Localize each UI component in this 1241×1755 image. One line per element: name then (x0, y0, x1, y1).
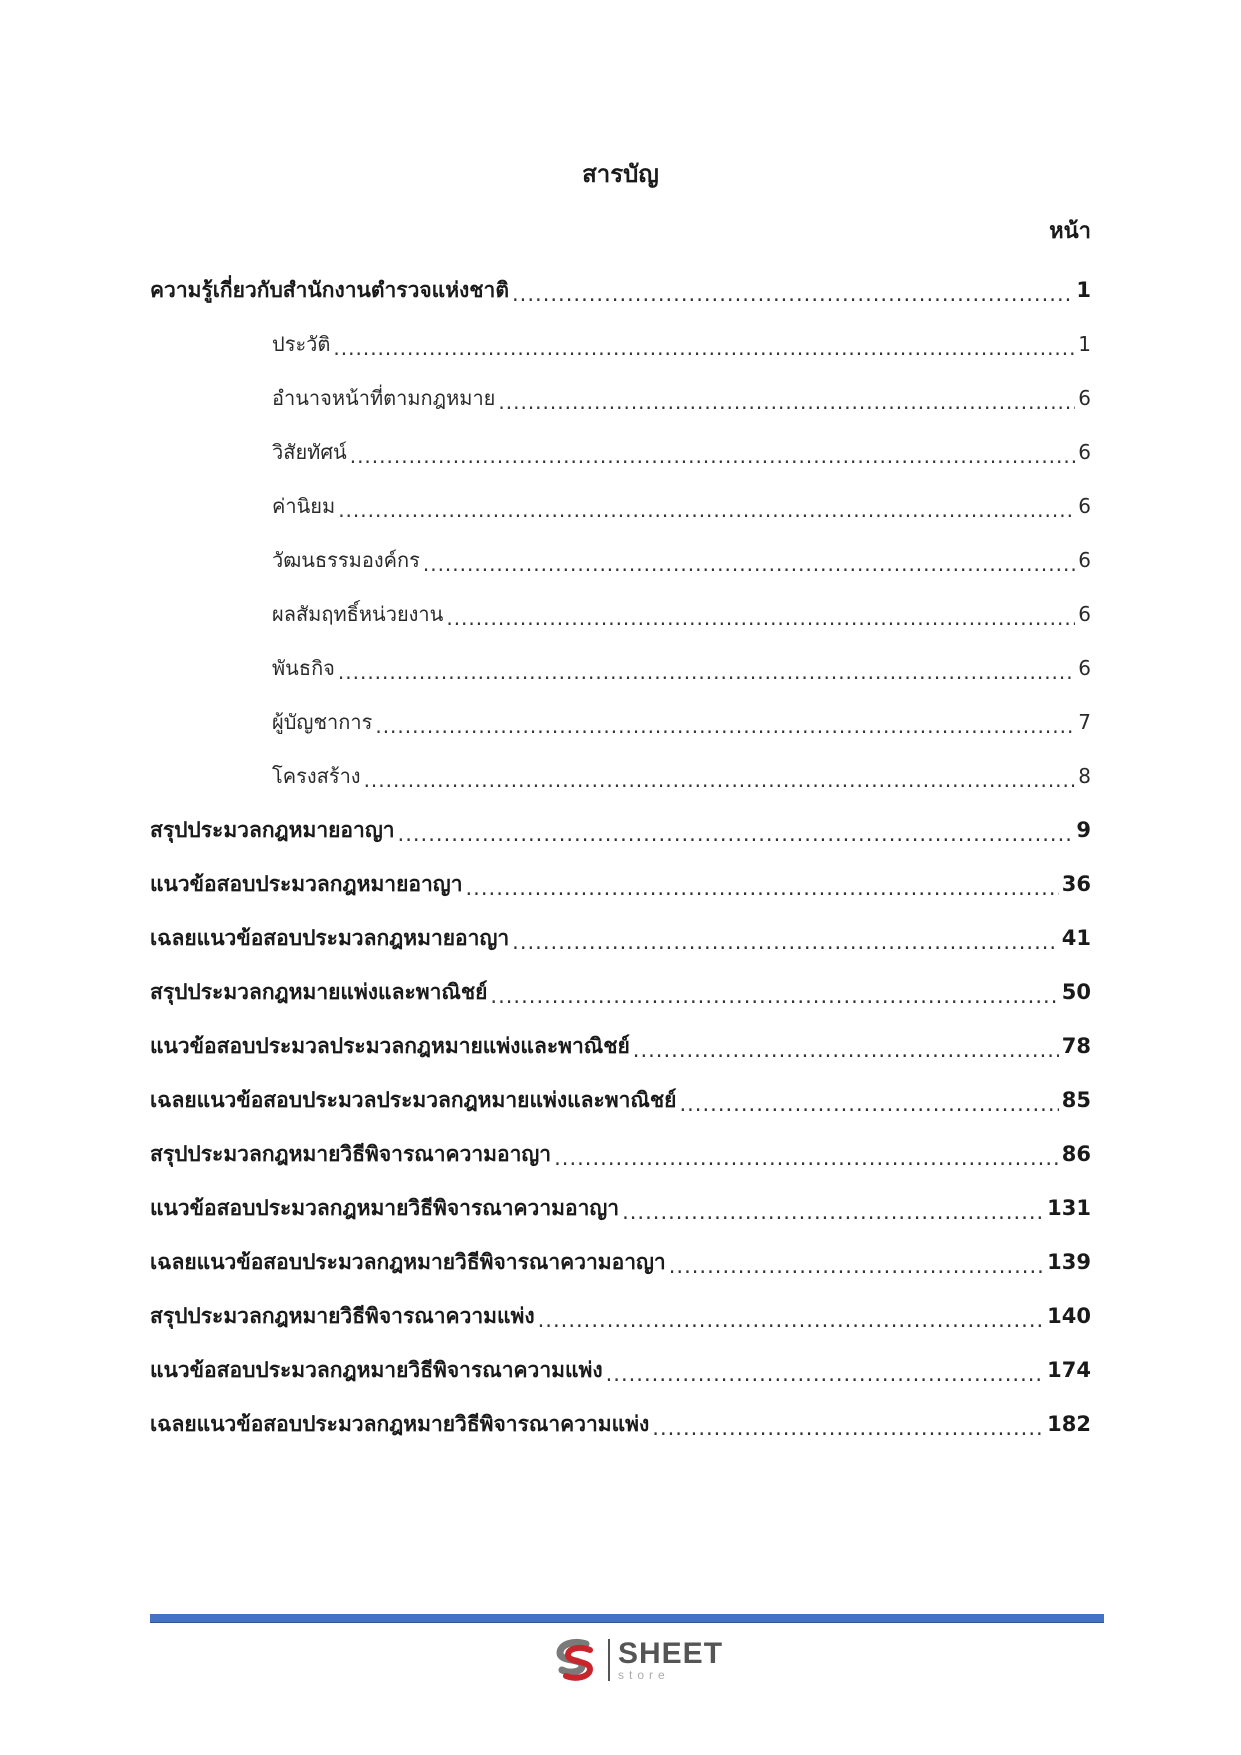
toc-entry[interactable] (150, 1404, 1091, 1444)
dot-leader (498, 390, 1075, 414)
toc-entry-label: แนวข้อสอบประมวลกฎหมายวิธีพิจารณาความอาญา (150, 1195, 620, 1220)
toc-entry-label: ผู้บัญชาการ (272, 710, 373, 734)
toc-entry-label: ค่านิยม (272, 494, 336, 518)
toc-entry-page: 50 (1061, 980, 1091, 1004)
toc-entry-page: 182 (1047, 1412, 1091, 1436)
toc-entry[interactable] (150, 270, 1091, 310)
toc-entry-label: วิสัยทัศน์ (272, 440, 347, 464)
toc-entry-page: 9 (1076, 818, 1091, 842)
dot-leader (333, 336, 1075, 360)
dot-leader (512, 282, 1073, 306)
toc-entry-page: 6 (1078, 494, 1091, 518)
toc-entry-label: เฉลยแนวข้อสอบประมวลกฎหมายอาญา (150, 925, 510, 950)
toc-entry-page: 36 (1061, 872, 1091, 896)
toc-entry-label: ประวัติ (272, 332, 331, 356)
toc-subentry[interactable] (272, 378, 1091, 418)
dot-leader (398, 822, 1074, 846)
toc-entry[interactable] (150, 918, 1091, 958)
toc-entry-page: 139 (1047, 1250, 1091, 1274)
sheet-store-s-mark-icon (552, 1636, 600, 1684)
toc-entry-page: 85 (1061, 1088, 1091, 1112)
toc-entry[interactable] (150, 864, 1091, 904)
toc-entry-page: 86 (1061, 1142, 1091, 1166)
toc-entry-label: เฉลยแนวข้อสอบประมวลกฎหมายวิธีพิจารณาความแพ่ง (150, 1411, 650, 1436)
dot-leader (338, 498, 1075, 522)
toc-entry[interactable] (150, 810, 1091, 850)
dot-leader (466, 876, 1059, 900)
toc-entry-page: 1 (1076, 278, 1091, 302)
toc-entry-label: สรุปประมวลกฎหมายวิธีพิจารณาความอาญา (150, 1141, 552, 1166)
sheet-store-logo (552, 1634, 723, 1686)
toc-entry-page: 41 (1061, 926, 1091, 950)
toc-subentry[interactable] (272, 486, 1091, 526)
toc-entry-label: เฉลยแนวข้อสอบประมวลกฎหมายวิธีพิจารณาความอาญา (150, 1249, 666, 1274)
toc-entry-page: 174 (1047, 1358, 1091, 1382)
toc-entry-label: วัฒนธรรมองค์กร (272, 548, 420, 572)
dot-leader (350, 444, 1076, 468)
toc-entry-page: 6 (1078, 440, 1091, 464)
toc-entry-label: พันธกิจ (272, 656, 335, 680)
toc-entry[interactable] (150, 1242, 1091, 1282)
toc-entry-page: 8 (1078, 764, 1091, 788)
page-column-label: หน้า (1049, 219, 1091, 244)
toc-entry[interactable] (150, 1350, 1091, 1390)
dot-leader (554, 1146, 1059, 1170)
dot-leader (669, 1254, 1044, 1278)
logo-divider (608, 1639, 610, 1681)
toc-entry-label: อำนาจหน้าที่ตามกฎหมาย (272, 386, 496, 410)
toc-subentry[interactable] (272, 540, 1091, 580)
toc-entry-label: แนวข้อสอบประมวลประมวลกฎหมายแพ่งและพาณิชย์ (150, 1033, 630, 1058)
dot-leader (423, 552, 1075, 576)
toc-subentry[interactable] (272, 324, 1091, 364)
dot-leader (446, 606, 1075, 630)
logo-brand-sub: store (618, 1668, 670, 1682)
toc-entry-label: แนวข้อสอบประมวลกฎหมายวิธีพิจารณาความแพ่ง (150, 1357, 603, 1382)
toc-entry-page: 6 (1078, 602, 1091, 626)
toc-entry-label: ความรู้เกี่ยวกับสำนักงานตำรวจแห่งชาติ (150, 277, 509, 302)
dot-leader (633, 1038, 1059, 1062)
toc-entry-label: เฉลยแนวข้อสอบประมวลประมวลกฎหมายแพ่งและพาณิชย์ (150, 1087, 677, 1112)
logo-brand-word: SHEET (618, 1637, 724, 1670)
toc-subentry[interactable] (272, 594, 1091, 634)
toc-entry[interactable] (150, 1080, 1091, 1120)
dot-leader (652, 1416, 1044, 1440)
toc-entry-page: 1 (1078, 332, 1091, 356)
dot-leader (606, 1362, 1045, 1386)
toc-entry-page: 6 (1078, 386, 1091, 410)
page-title: สารบัญ (582, 160, 659, 188)
toc-entry-label: สรุปประมวลกฎหมายวิธีพิจารณาความแพ่ง (150, 1303, 535, 1328)
toc-entry[interactable] (150, 1296, 1091, 1336)
dot-leader (490, 984, 1058, 1008)
toc-entry-page: 6 (1078, 656, 1091, 680)
toc-entry-label: แนวข้อสอบประมวลกฎหมายอาญา (150, 871, 463, 896)
dot-leader (512, 930, 1059, 954)
toc-entry-label: โครงสร้าง (272, 764, 361, 788)
toc-entry-page: 7 (1078, 710, 1091, 734)
toc-entry-page: 131 (1047, 1196, 1091, 1220)
toc-subentry[interactable] (272, 648, 1091, 688)
toc-entry-label: สรุปประมวลกฎหมายแพ่งและพาณิชย์ (150, 979, 488, 1004)
dot-leader (622, 1200, 1044, 1224)
toc-subentry[interactable] (272, 756, 1091, 796)
toc-entry[interactable] (150, 1026, 1091, 1066)
dot-leader (338, 660, 1075, 684)
toc-entry[interactable] (150, 972, 1091, 1012)
footer-divider-bar (150, 1614, 1104, 1623)
dot-leader (375, 714, 1075, 738)
toc-subentry[interactable] (272, 702, 1091, 742)
toc-entry-page: 78 (1061, 1034, 1091, 1058)
dot-leader (364, 768, 1076, 792)
toc-entry[interactable] (150, 1188, 1091, 1228)
toc-entry-page: 140 (1047, 1304, 1091, 1328)
toc-entry-label: ผลสัมฤทธิ์หน่วยงาน (272, 602, 444, 626)
toc-subentry[interactable] (272, 432, 1091, 472)
toc-entry-label: สรุปประมวลกฎหมายอาญา (150, 817, 395, 842)
dot-leader (538, 1308, 1045, 1332)
toc-entry-page: 6 (1078, 548, 1091, 572)
toc-entry[interactable] (150, 1134, 1091, 1174)
dot-leader (679, 1092, 1058, 1116)
